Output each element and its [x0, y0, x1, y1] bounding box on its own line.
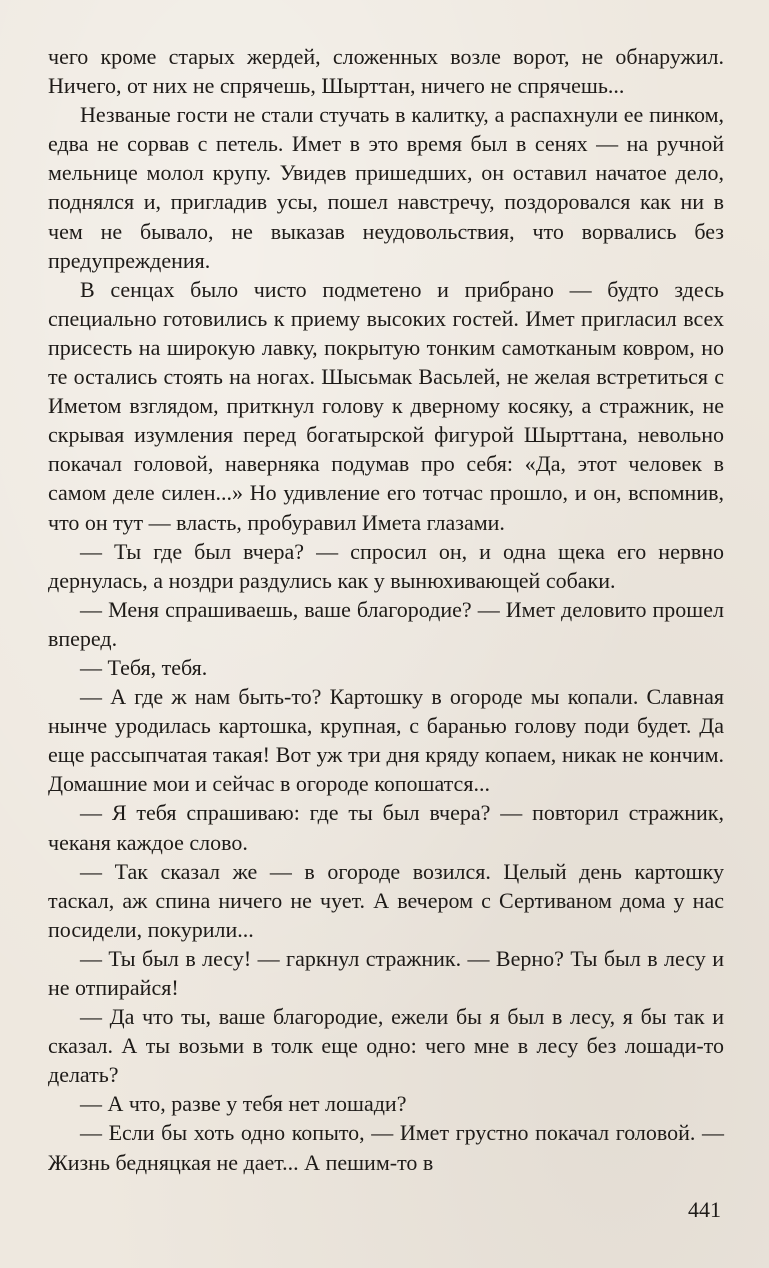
- paragraph-3: В сенцах было чисто подметено и прибрано — будто здесь специально готовились к приему высоких гостей. Имет пригласил всех присесть на широкую лавку, покрытую тонким самотканым ковром, но те остались стоять на ногах. Шысьмак Васьлей, не желая встретиться с Иметом взглядом, приткнул голову к дверному косяку, а стражник, не скрывая изумления перед богатырской фигурой Шырттана, невольно покачал головой, наверняка подумав про себя: «Да, этот человек в самом деле силен...» Но удивление его тотчас прошло, и он, вспомнив, что он тут — власть, пробуравил Имета глазами.: [48, 276, 724, 535]
- page-number: 441: [688, 1197, 721, 1222]
- paragraph-12: — А что, разве у тебя нет лошади?: [80, 1091, 407, 1117]
- paragraph-9: — Так сказал же — в огороде возился. Целый день картошку таскал, аж спина ничего не чует. А вечером с Сертиваном дома у нас посидели, покурили...: [48, 858, 724, 942]
- paragraph-11: — Да что ты, ваше благородие, ежели бы я был в лесу, я бы так и сказал. А ты возьми в толк еще одно: чего мне в лесу без лошади-то делать?: [48, 1004, 724, 1088]
- paragraph-6: — Тебя, тебя.: [80, 654, 208, 680]
- paragraph-4: — Ты где был вчера? — спросил он, и одна щека его нервно дернулась, а ноздри раздулись как у вынюхивающей собаки.: [48, 538, 724, 593]
- paragraph-8: — Я тебя спрашиваю: где ты был вчера? — повторил стражник, чеканя каждое слово.: [48, 800, 724, 855]
- paragraph-2: Незваные гости не стали стучать в калитку, а распахнули ее пинком, едва не сорвав с петель. Имет в это время был в сенях — на ручной мельнице молол крупу. Увидев пришедших, он оставил начатое дело, поднялся и, пригладив усы, пошел навстречу, поздоровался как ни в чем не бывало, не выказав неудовольствия, что ворвались без предупреждения.: [48, 102, 724, 273]
- paragraph-1: чего кроме старых жердей, сложенных возле ворот, не обнаружил. Ничего, от них не спрячешь, Шырттан, ничего не спрячешь...: [48, 44, 724, 99]
- paragraph-10: — Ты был в лесу! — гаркнул стражник. — Верно? Ты был в лесу и не отпирайся!: [48, 945, 724, 1000]
- page-text: [48, 42, 724, 1177]
- paragraph-7: — А где ж нам быть-то? Картошку в огороде мы копали. Славная нынче уродилась картошка, крупная, с баранью голову поди будет. Да еще рассыпчатая такая! Вот уж три дня кряду копаем, никак не кончим. Домашние мои и сейчас в огороде копошатся...: [48, 684, 724, 797]
- paragraph-13: — Если бы хоть одно копыто, — Имет грустно покачал головой. — Жизнь бедняцкая не дает... А пешим-то в: [48, 1120, 724, 1175]
- paragraph-5: — Меня спрашиваешь, ваше благородие? — Имет деловито прошел вперед.: [48, 596, 724, 651]
